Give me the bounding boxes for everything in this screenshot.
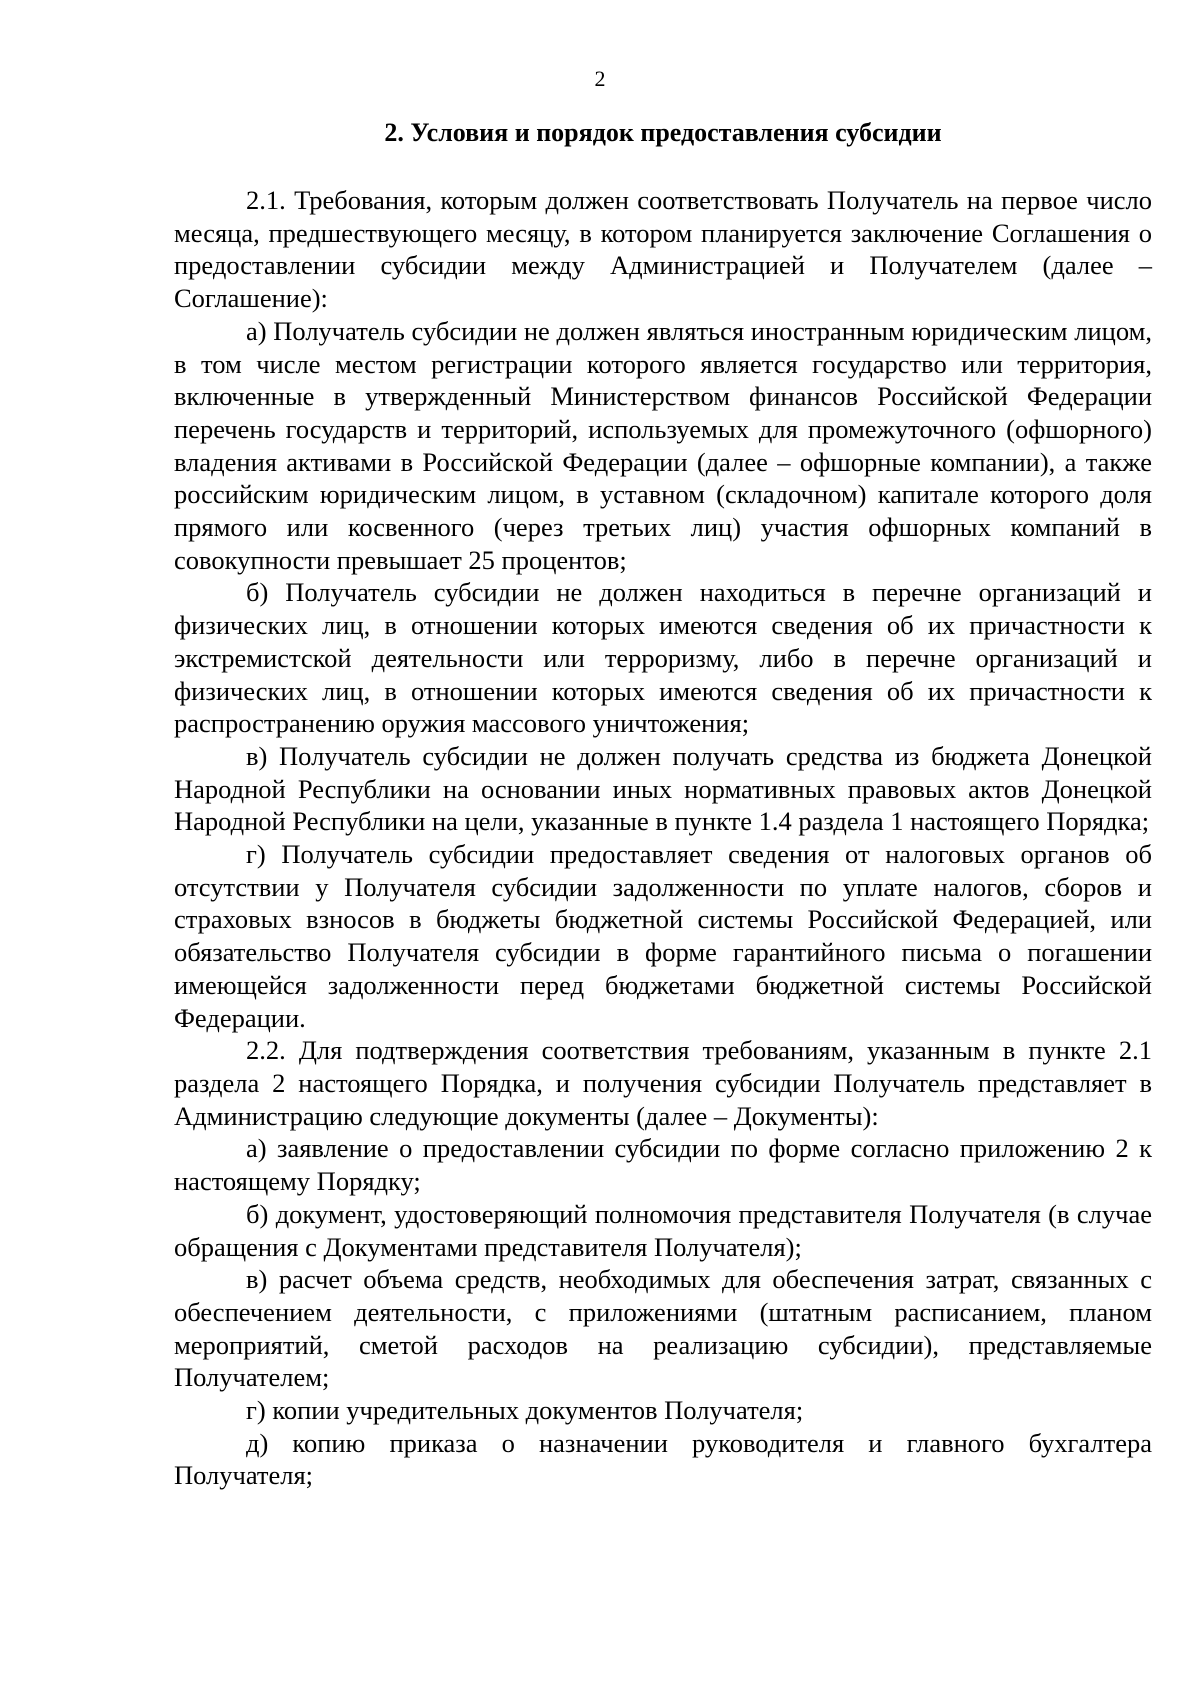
section-title: 2. Условия и порядок предоставления субсидии [384,118,942,147]
paragraph-2-2-v: в) расчет объема средств, необходимых для обеспечения затрат, связанных с обеспечением деятельности, с приложениями (штатным расписанием, планом мероприятий, сметой расходов на реализацию субсидии), представляемые Получателем; [174,1264,1152,1393]
body-text [174,184,1152,1492]
page-number: 2 [594,66,606,91]
paragraph-2-2-d: д) копию приказа о назначении руководителя и главного бухгалтера Получателя; [174,1427,1152,1491]
paragraph-2-2-b: б) документ, удостоверяющий полномочия представителя Получателя (в случае обращения с Документами представителя Получателя); [174,1198,1152,1262]
paragraph-2-1-g: г) Получатель субсидии предоставляет сведения от налоговых органов об отсутствии у Получателя субсидии задолженности по уплате налогов, сборов и страховых взносов в бюджеты бюджетной системы Российской Федерацией, или обязательство Получателя субсидии в форме гарантийного письма о погашении имеющейся задолженности перед бюджетами бюджетной системы Российской Федерации. [174,839,1152,1033]
paragraph-2-1-a: а) Получатель субсидии не должен являться иностранным юридическим лицом, в том числе местом регистрации которого является государство или территория, включенные в утвержденный Министерством финансов Российской Федерации перечень государств и территорий, используемых для промежуточного (офшорного) владения активами в Российской Федерации (далее – офшорные компании), а также российским юридическим лицом, в уставном (складочном) капитале которого доля прямого или косвенного (через третьих лиц) участия офшорных компаний в совокупности превышает 25 процентов; [174,315,1152,575]
paragraph-2-2-a: а) заявление о предоставлении субсидии по форме согласно приложению 2 к настоящему Порядку; [174,1133,1152,1197]
paragraph-2-1-v: в) Получатель субсидии не должен получать средства из бюджета Донецкой Народной Республики на основании иных нормативных правовых актов Донецкой Народной Республики на цели, указанные в пункте 1.4 раздела 1 настоящего Порядка; [174,740,1152,837]
paragraph-2-1: 2.1. Требования, которым должен соответствовать Получатель на первое число месяца, предшествующего месяцу, в котором планируется заключение Соглашения о предоставлении субсидии между Администрацией и Получателем (далее – Соглашение): [174,185,1152,314]
paragraph-2-2: 2.2. Для подтверждения соответствия требованиям, указанным в пункте 2.1 раздела 2 настоящего Порядка, и получения субсидии Получатель представляет в Администрацию следующие документы (далее – Документы): [174,1035,1152,1131]
paragraph-2-1-b: б) Получатель субсидии не должен находиться в перечне организаций и физических лиц, в отношении которых имеются сведения об их причастности к экстремистской деятельности или терроризму, либо в перечне организаций и физических лиц, в отношении которых имеются сведения об их причастности к распространению оружия массового уничтожения; [174,577,1152,739]
paragraph-2-2-g: г) копии учредительных документов Получателя; [246,1395,804,1426]
